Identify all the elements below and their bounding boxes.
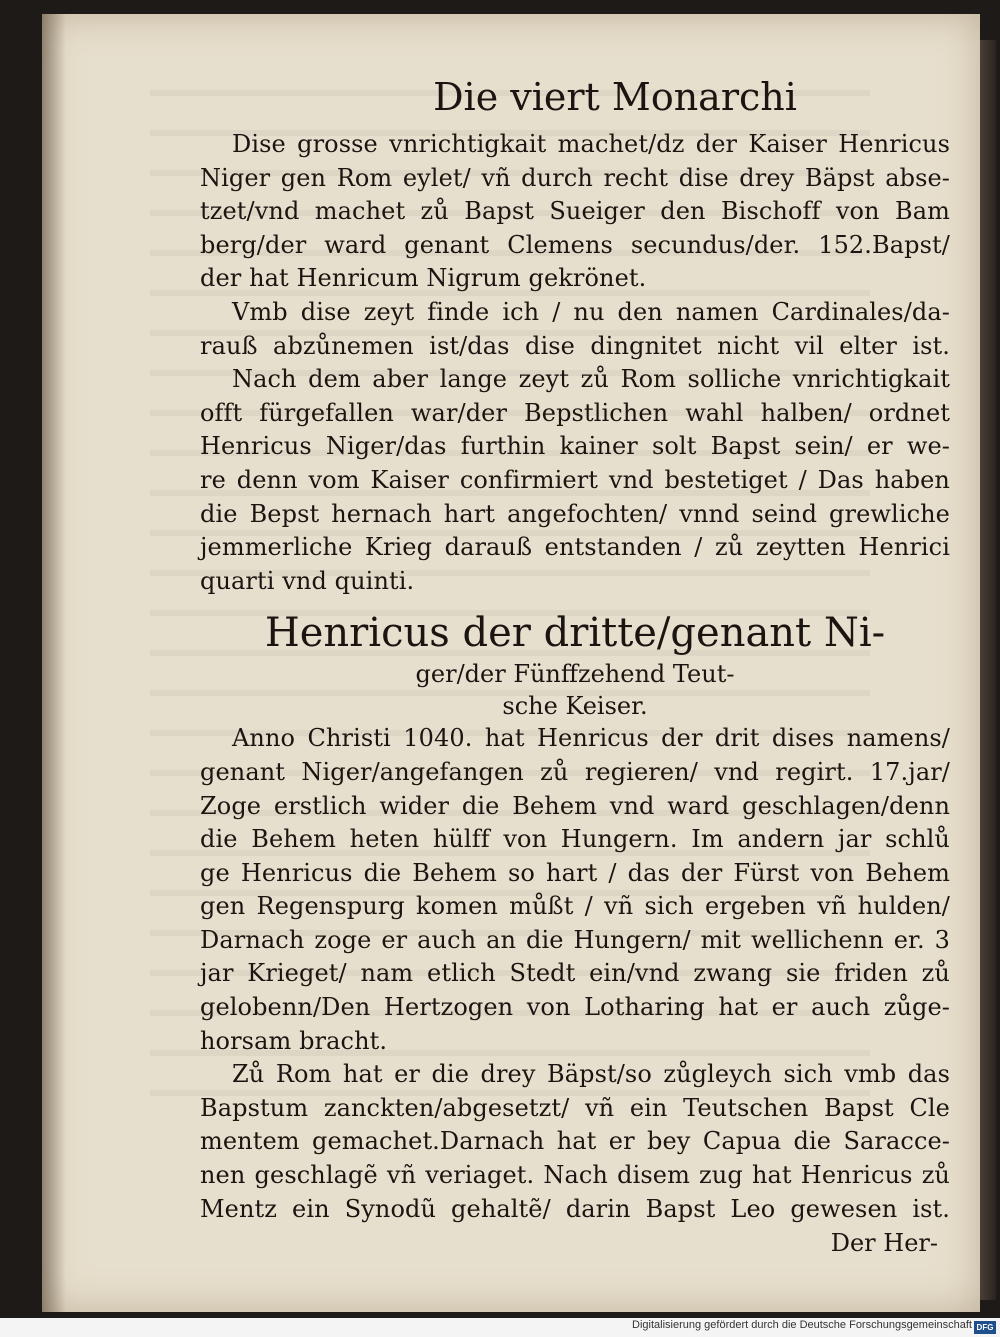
text-line: nen geschlagẽ vñ veriaget. Nach disem zug hat Henricus zů bbox=[200, 1161, 950, 1190]
text-line: Niger gen Rom eylet/ vñ durch recht dise drey Bäpst abse- bbox=[200, 163, 950, 192]
text-line: jar Krieget/ nam etlich Stedt ein/vnd zwang sie friden zů bbox=[200, 959, 950, 988]
paragraph-2 bbox=[200, 296, 950, 363]
text-line: der hat Henricum Nigrum gekrönet. bbox=[200, 264, 647, 293]
text-line: Henricus Niger/das furthin kainer solt Bapst sein/ er we- bbox=[200, 432, 950, 461]
text-line: mentem gemachet.Darnach hat er bey Capua die Saracce- bbox=[200, 1127, 950, 1156]
text-line: die Behem heten hülff von Hungern. Im andern jar schlů bbox=[200, 825, 950, 854]
text-line: Anno Christi 1040. hat Henricus der drit dises namens/ bbox=[232, 724, 950, 753]
paragraph-4 bbox=[200, 722, 950, 1058]
text-line: gen Regenspurg komen můßt / vñ sich ergeben vñ hulden/ bbox=[200, 892, 950, 921]
dfg-logo-icon: DFG bbox=[974, 1321, 996, 1334]
text-line: Bapstum zanckten/abgesetzt/ vñ ein Teutschen Bapst Cle bbox=[200, 1093, 950, 1122]
text-line: Mentz ein Synodũ gehaltẽ/ darin Bapst Leo gewesen ist. bbox=[200, 1194, 950, 1223]
page-text-block bbox=[200, 66, 950, 1260]
text-line: jemmerliche Krieg darauß entstanden / zů zeytten Henrici bbox=[200, 533, 950, 562]
text-line: Nach dem aber lange zeyt zů Rom solliche vnrichtigkait bbox=[232, 365, 950, 394]
paragraph-3 bbox=[200, 363, 950, 598]
running-head: Die viert Monarchi bbox=[433, 75, 797, 119]
text-line: berg/der ward genant Clemens secundus/der. 152.Bapst/ bbox=[200, 230, 950, 259]
chapter-heading: Henricus der dritte/genant Ni- bbox=[264, 610, 886, 657]
text-line: quarti vnd quinti. bbox=[200, 566, 415, 595]
text-line: Zů Rom hat er die drey Bäpst/so zůgleych sich vmb das bbox=[232, 1060, 950, 1089]
text-line: horsam bracht. bbox=[200, 1026, 388, 1055]
text-line: re denn vom Kaiser confirmiert vnd bestetiget / Das haben bbox=[200, 465, 950, 494]
catchword: Der Her- bbox=[830, 1229, 938, 1258]
text-line: Darnach zoge er auch an die Hungern/ mit wellichenn er. 3 bbox=[200, 925, 950, 954]
book-edge bbox=[980, 40, 996, 1300]
text-line: Zoge erstlich wider die Behem vnd ward geschlagen/denn bbox=[200, 791, 950, 820]
funding-credit: Digitalisierung gefördert durch die Deutsche Forschungsgemeinschaft bbox=[632, 1319, 972, 1331]
paragraph-1 bbox=[200, 128, 950, 296]
text-line: tzet/vnd machet zů Bapst Sueiger den Bischoff von Bam bbox=[200, 197, 950, 226]
chapter-subheading: ger/der Fünffzehend Teut- bbox=[415, 660, 735, 689]
chapter-subheading: sche Keiser. bbox=[502, 692, 648, 721]
page-gutter-shadow bbox=[42, 14, 66, 1312]
text-line: Vmb dise zeyt finde ich / nu den namen Cardinales/da- bbox=[232, 297, 950, 326]
text-line: Dise grosse vnrichtigkait machet/dz der Kaiser Henricus bbox=[232, 130, 950, 158]
text-line: die Bepst hernach hart angefochten/ vnnd seind grewliche bbox=[200, 499, 950, 528]
text-line: ge Henricus die Behem so hart / das der Fürst von Behem bbox=[200, 858, 950, 887]
text-line: rauß abzůnemen ist/das dise dingnitet nicht vil elter ist. bbox=[200, 331, 950, 360]
paragraph-5 bbox=[200, 1058, 950, 1226]
text-line: genant Niger/angefangen zů regieren/ vnd regirt. 17.jar/ bbox=[200, 757, 950, 786]
text-line: offt fürgefallen war/der Bepstlichen wahl halben/ ordnet bbox=[200, 398, 950, 427]
text-line: gelobenn/Den Hertzogen von Lotharing hat er auch zůge- bbox=[200, 993, 950, 1022]
